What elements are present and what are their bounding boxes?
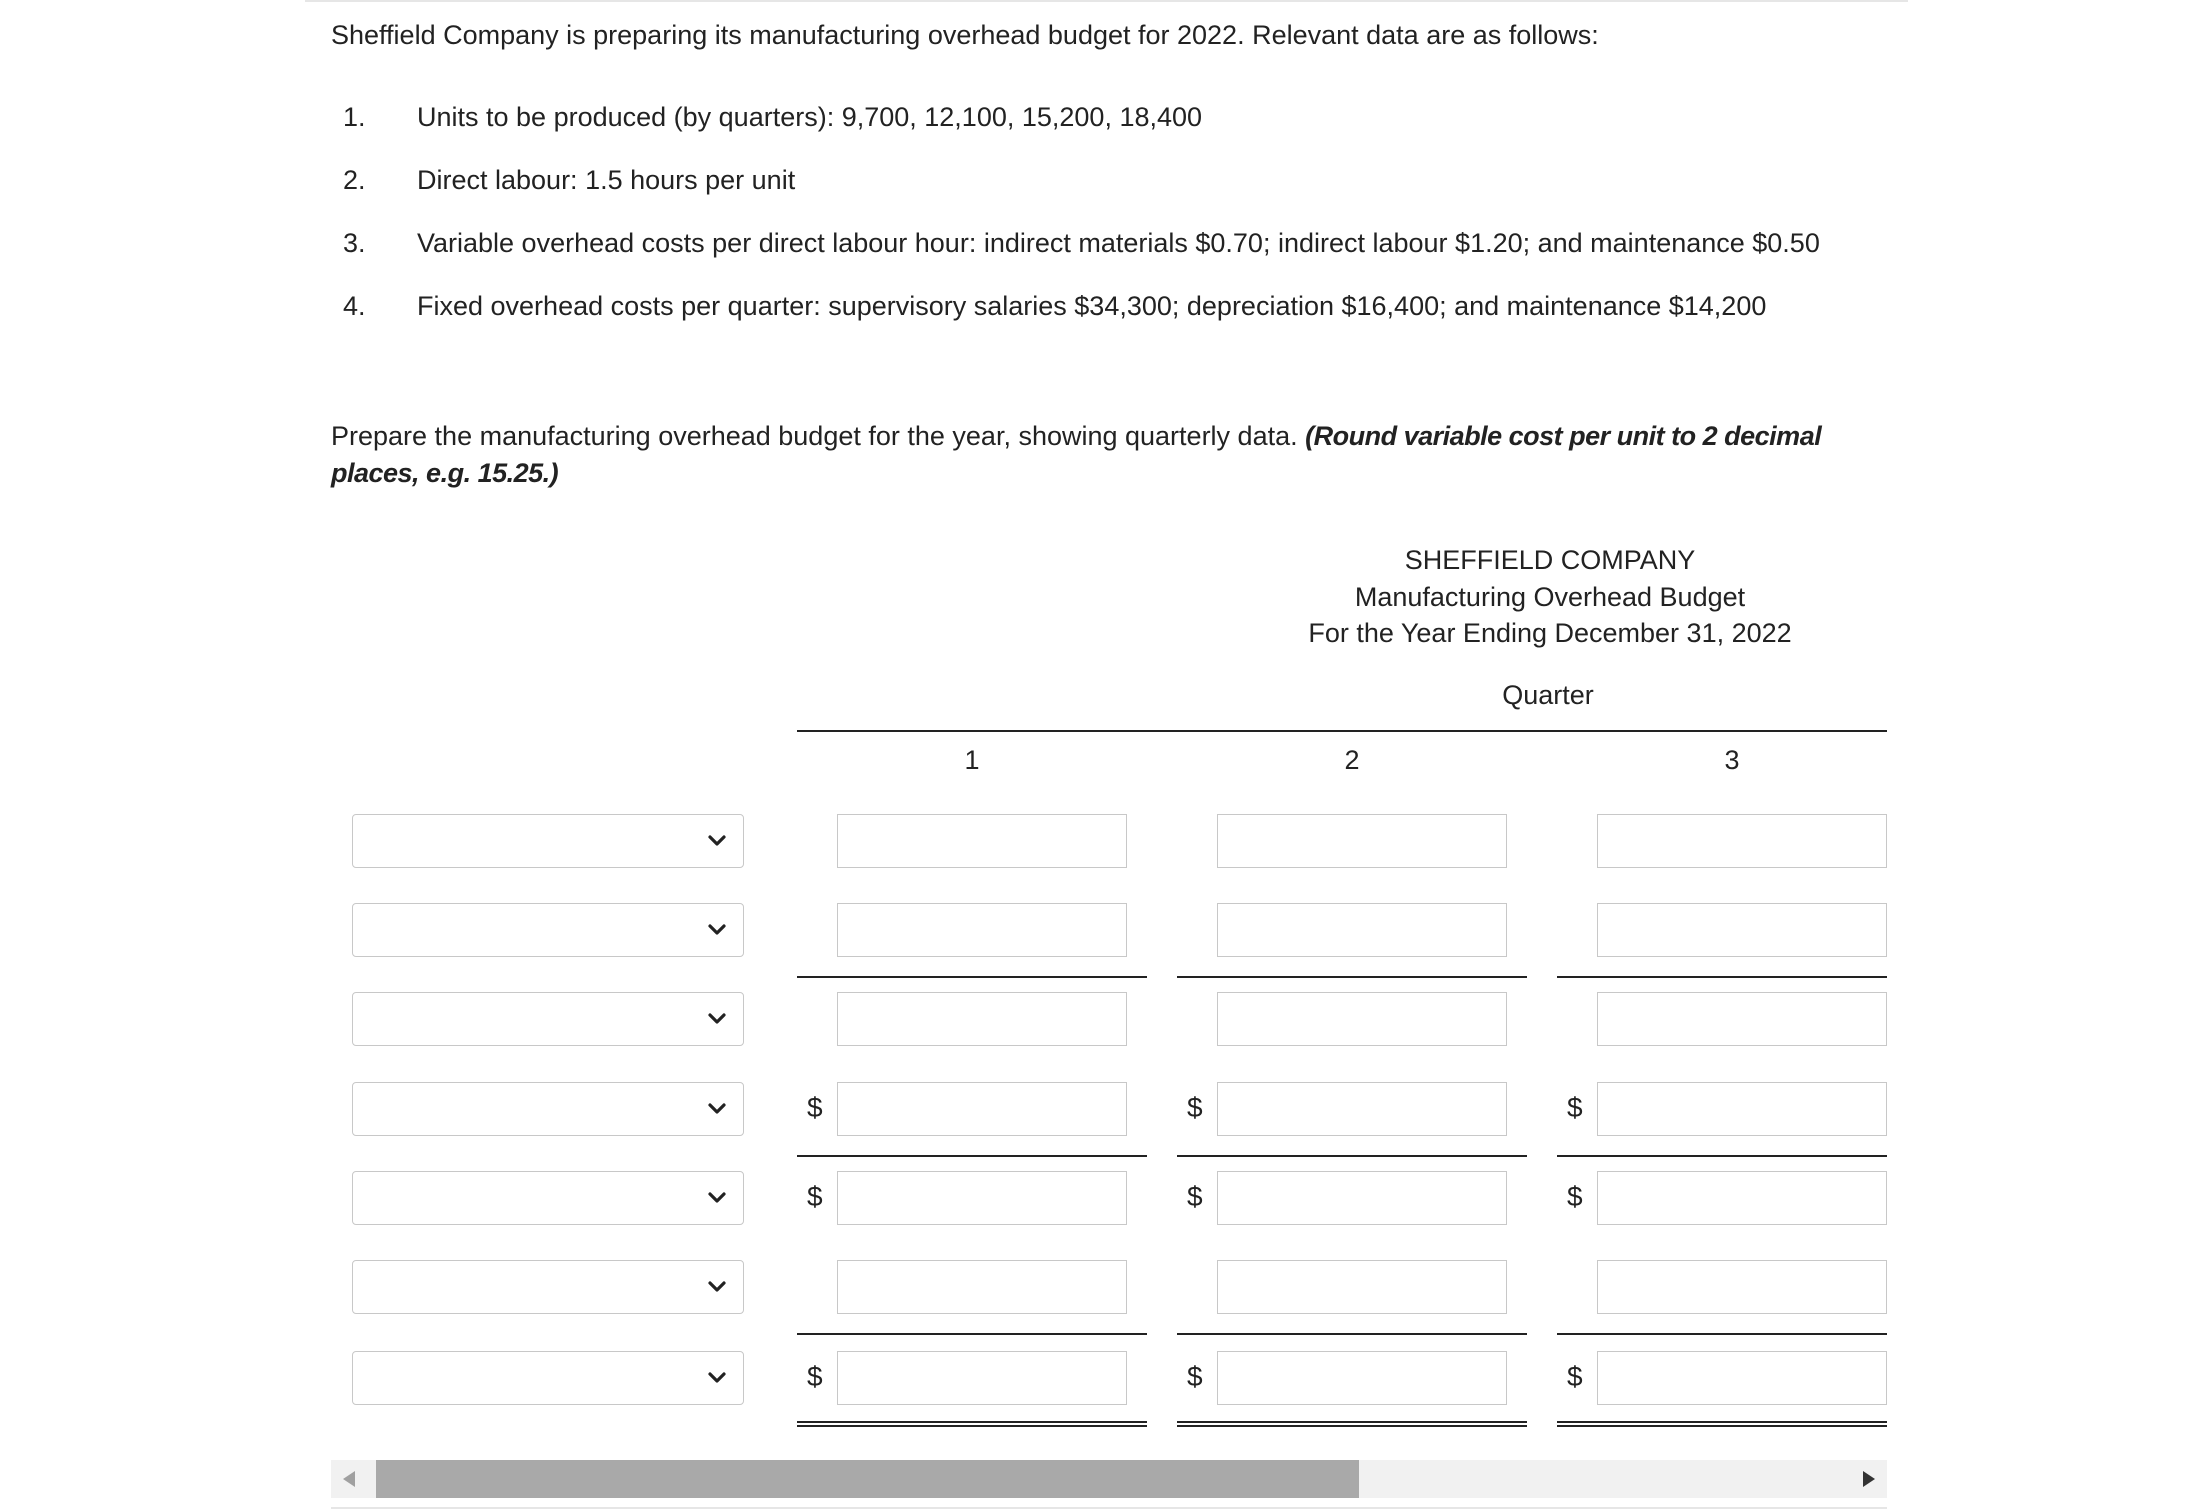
requirement-item bbox=[331, 102, 1891, 165]
requirement-item bbox=[331, 228, 1891, 291]
quarter-3-amount-input[interactable] bbox=[1597, 1260, 1887, 1314]
dollar-sign: $ bbox=[1187, 1181, 1203, 1212]
dollar-sign: $ bbox=[1187, 1092, 1203, 1123]
subtotal-rule bbox=[797, 1155, 1147, 1157]
quarter-2-amount-input[interactable] bbox=[1217, 903, 1507, 957]
line-item-dropdown[interactable] bbox=[352, 903, 744, 957]
total-double-rule bbox=[1557, 1421, 1887, 1427]
requirement-number: 4. bbox=[343, 291, 366, 321]
dollar-sign: $ bbox=[1567, 1181, 1583, 1212]
chevron-down-icon bbox=[706, 1187, 728, 1209]
instruction-text bbox=[331, 418, 1871, 492]
requirement-number: 2. bbox=[343, 165, 366, 195]
company-name: SHEFFIELD COMPANY bbox=[1404, 545, 1696, 575]
dollar-sign: $ bbox=[807, 1181, 823, 1212]
quarter-2-amount-input[interactable] bbox=[1217, 1171, 1507, 1225]
budget-grid-viewport[interactable] bbox=[300, 790, 1887, 1430]
budget-row bbox=[300, 992, 1887, 1048]
quarter-1-heading: 1 bbox=[964, 745, 980, 775]
chevron-down-icon bbox=[706, 1276, 728, 1298]
budget-row bbox=[300, 1171, 1887, 1227]
budget-title: Manufacturing Overhead Budget bbox=[1354, 582, 1746, 612]
requirement-text: Direct labour: 1.5 hours per unit bbox=[417, 165, 796, 195]
quarter-1-amount-input[interactable] bbox=[837, 814, 1127, 868]
quarter-2-amount-input[interactable] bbox=[1217, 814, 1507, 868]
quarter-1-amount-input[interactable] bbox=[837, 903, 1127, 957]
dollar-sign: $ bbox=[1567, 1092, 1583, 1123]
requirements-list bbox=[331, 102, 1891, 354]
chevron-down-icon bbox=[706, 1367, 728, 1389]
top-divider bbox=[305, 0, 1908, 2]
quarter-1-amount-input[interactable] bbox=[837, 1082, 1127, 1136]
instruction-main: Prepare the manufacturing overhead budget for the year, showing quarterly data. bbox=[331, 421, 1306, 451]
budget-period: For the Year Ending December 31, 2022 bbox=[1308, 618, 1792, 648]
quarter-2-amount-input[interactable] bbox=[1217, 1082, 1507, 1136]
dollar-sign: $ bbox=[807, 1092, 823, 1123]
subtotal-rule bbox=[1177, 1333, 1527, 1335]
quarter-1-amount-input[interactable] bbox=[837, 1260, 1127, 1314]
quarter-3-amount-input[interactable] bbox=[1597, 992, 1887, 1046]
total-double-rule bbox=[1177, 1421, 1527, 1427]
line-item-dropdown[interactable] bbox=[352, 1260, 744, 1314]
dollar-sign: $ bbox=[1567, 1361, 1583, 1392]
line-item-dropdown[interactable] bbox=[352, 1351, 744, 1405]
problem-intro: Sheffield Company is preparing its manufacturing overhead budget for 2022. Relevant data are as follows: bbox=[331, 20, 1599, 50]
quarter-1-amount-input[interactable] bbox=[837, 1171, 1127, 1225]
line-item-dropdown[interactable] bbox=[352, 814, 744, 868]
scroll-left-arrow-icon[interactable] bbox=[343, 1471, 355, 1487]
budget-row bbox=[300, 1082, 1887, 1138]
requirement-text: Variable overhead costs per direct labour hour: indirect materials $0.70; indirect labour $1.20; and maintenance $0.50 bbox=[417, 228, 1820, 258]
quarter-3-amount-input[interactable] bbox=[1597, 814, 1887, 868]
quarter-2-amount-input[interactable] bbox=[1217, 1260, 1507, 1314]
quarter-3-amount-input[interactable] bbox=[1597, 1171, 1887, 1225]
budget-row bbox=[300, 1260, 1887, 1316]
horizontal-scrollbar[interactable] bbox=[331, 1460, 1887, 1498]
requirement-number: 3. bbox=[343, 228, 366, 258]
subtotal-rule bbox=[1557, 1155, 1887, 1157]
scroll-thumb[interactable] bbox=[376, 1460, 1359, 1498]
subtotal-rule bbox=[1557, 976, 1887, 978]
instruction-emphasis: (Round variable cost per unit to 2 decimal places, e.g. 15.25.) bbox=[331, 421, 1822, 488]
scroll-right-arrow-icon[interactable] bbox=[1863, 1471, 1875, 1487]
requirement-item bbox=[331, 165, 1891, 228]
budget-row bbox=[300, 1351, 1887, 1407]
requirement-text: Units to be produced (by quarters): 9,700, 12,100, 15,200, 18,400 bbox=[417, 102, 1203, 132]
line-item-dropdown[interactable] bbox=[352, 1171, 744, 1225]
quarter-2-amount-input[interactable] bbox=[1217, 1351, 1507, 1405]
requirement-number: 1. bbox=[343, 102, 366, 132]
quarter-3-heading: 3 bbox=[1724, 745, 1740, 775]
quarter-1-amount-input[interactable] bbox=[837, 1351, 1127, 1405]
quarter-header-rule bbox=[797, 730, 1887, 732]
subtotal-rule bbox=[1177, 1155, 1527, 1157]
line-item-dropdown[interactable] bbox=[352, 992, 744, 1046]
total-double-rule bbox=[797, 1421, 1147, 1427]
dollar-sign: $ bbox=[807, 1361, 823, 1392]
requirement-text: Fixed overhead costs per quarter: supervisory salaries $34,300; depreciation $16,400; and maintenance $14,200 bbox=[417, 291, 1767, 321]
subtotal-rule bbox=[797, 1333, 1147, 1335]
subtotal-rule bbox=[1557, 1333, 1887, 1335]
dollar-sign: $ bbox=[1187, 1361, 1203, 1392]
quarter-3-amount-input[interactable] bbox=[1597, 903, 1887, 957]
quarter-2-amount-input[interactable] bbox=[1217, 992, 1507, 1046]
quarter-3-amount-input[interactable] bbox=[1597, 1351, 1887, 1405]
requirement-item bbox=[331, 291, 1891, 354]
budget-row bbox=[300, 814, 1887, 870]
line-item-dropdown[interactable] bbox=[352, 1082, 744, 1136]
subtotal-rule bbox=[1177, 976, 1527, 978]
chevron-down-icon bbox=[706, 1008, 728, 1030]
quarter-1-amount-input[interactable] bbox=[837, 992, 1127, 1046]
budget-row bbox=[300, 903, 1887, 959]
quarter-2-heading: 2 bbox=[1344, 745, 1360, 775]
chevron-down-icon bbox=[706, 830, 728, 852]
quarter-heading: Quarter bbox=[1502, 680, 1594, 710]
chevron-down-icon bbox=[706, 1098, 728, 1120]
quarter-3-amount-input[interactable] bbox=[1597, 1082, 1887, 1136]
subtotal-rule bbox=[797, 976, 1147, 978]
chevron-down-icon bbox=[706, 919, 728, 941]
